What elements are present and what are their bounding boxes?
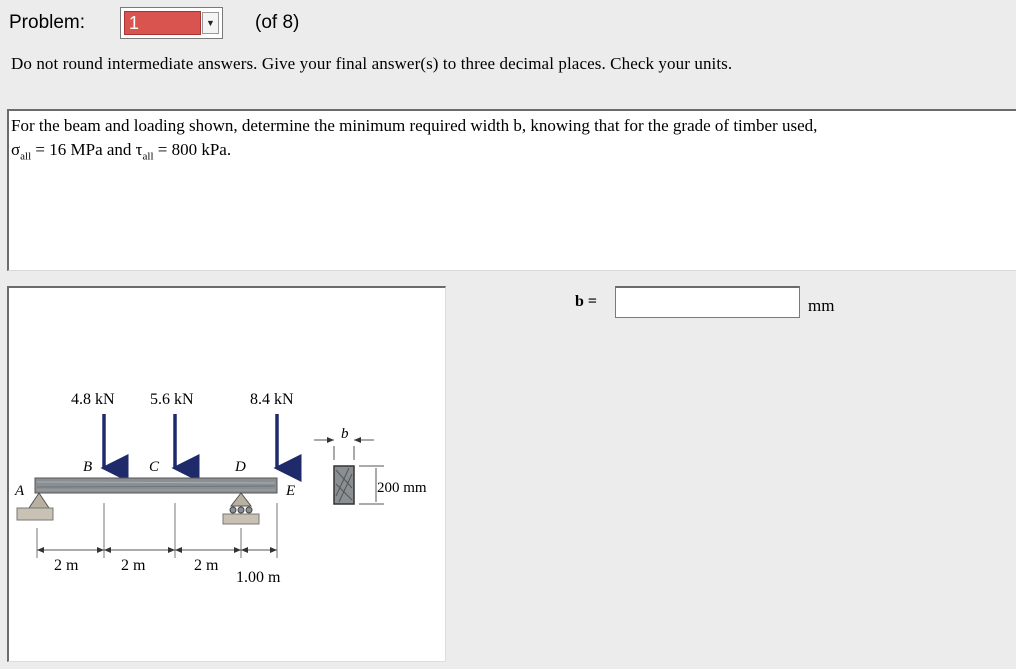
roller-support-d bbox=[223, 493, 259, 524]
point-label-e: E bbox=[286, 483, 296, 499]
tau-symbol: τ bbox=[135, 140, 143, 159]
section-height-label: 200 mm bbox=[377, 480, 427, 496]
sigma-symbol: σ bbox=[11, 140, 21, 159]
question-box bbox=[7, 109, 1016, 271]
tau-subscript: all bbox=[142, 150, 154, 163]
point-label-c: C bbox=[149, 459, 160, 475]
span-label-cd: 2 m bbox=[194, 557, 219, 574]
question-text-line1: For the beam and loading shown, determine the minimum required width b, knowing that for the grade of timber used, bbox=[11, 116, 818, 135]
beam-diagram bbox=[9, 288, 446, 662]
answer-unit: mm bbox=[808, 296, 835, 315]
load-label-c: 5.6 kN bbox=[150, 391, 194, 408]
answer-input[interactable] bbox=[615, 286, 800, 318]
load-label-e: 8.4 kN bbox=[250, 391, 294, 408]
tau-value: = 800 kPa. bbox=[153, 140, 232, 159]
figure-box bbox=[7, 286, 446, 662]
answer-label: b = bbox=[575, 293, 598, 310]
span-label-bc: 2 m bbox=[121, 557, 146, 574]
point-label-b: B bbox=[83, 459, 93, 475]
problem-label: Problem: bbox=[9, 12, 86, 33]
sigma-subscript: all bbox=[20, 150, 32, 163]
problem-count: (of 8) bbox=[255, 12, 300, 33]
span-label-ab: 2 m bbox=[54, 557, 79, 574]
section-width-label: b bbox=[341, 426, 349, 442]
problem-select-value: 1 bbox=[124, 11, 201, 35]
beam bbox=[35, 478, 277, 493]
point-label-d: D bbox=[235, 459, 246, 475]
chevron-down-icon[interactable]: ▼ bbox=[202, 12, 219, 34]
point-label-a: A bbox=[15, 483, 25, 499]
span-label-de: 1.00 m bbox=[236, 569, 281, 586]
sigma-value: = 16 MPa and bbox=[31, 140, 136, 159]
cross-section bbox=[314, 426, 427, 504]
question-text-line2 bbox=[11, 138, 1014, 168]
instructions-text: Do not round intermediate answers. Give your final answer(s) to three decimal places. Check your units. bbox=[11, 54, 733, 73]
load-label-b: 4.8 kN bbox=[71, 391, 115, 408]
problem-select[interactable] bbox=[120, 7, 223, 39]
